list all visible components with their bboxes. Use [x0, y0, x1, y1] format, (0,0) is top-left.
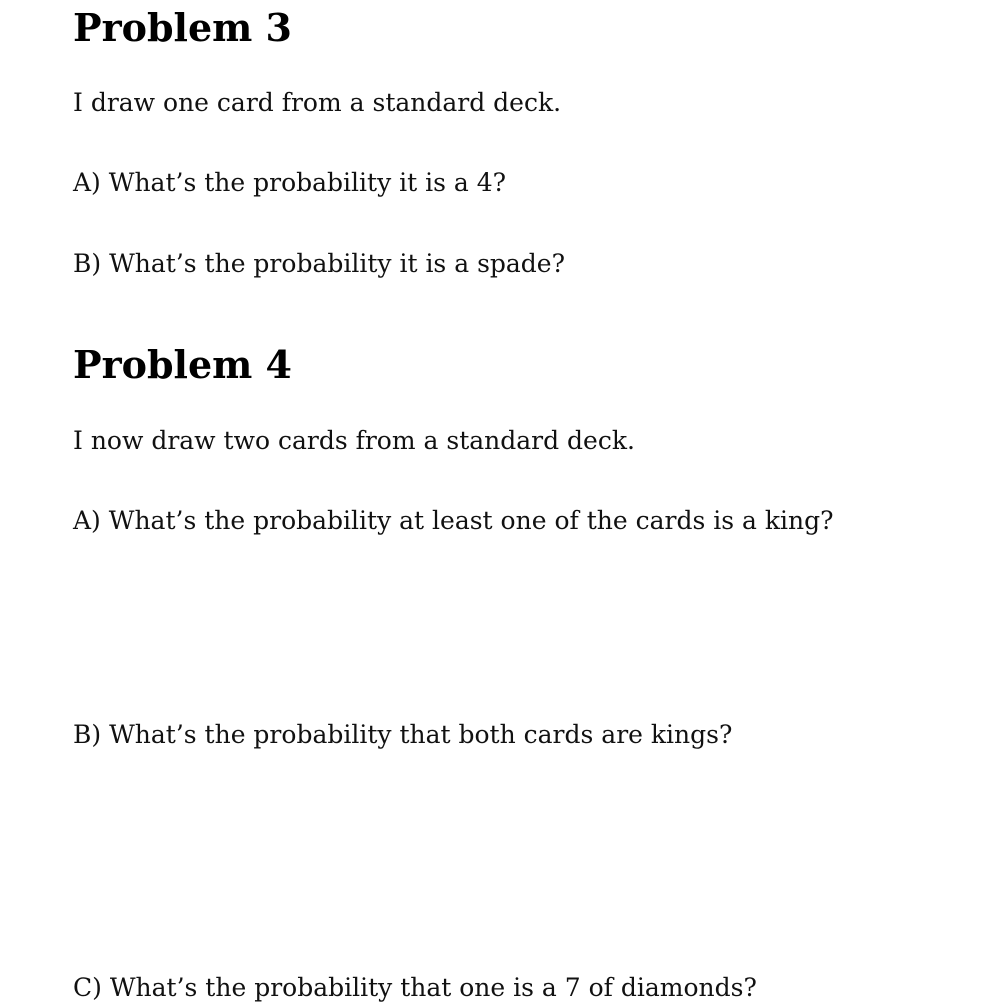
problem-3-heading: Problem 3	[73, 5, 293, 50]
problem-4-question-b: B) What’s the probability that both cards are kings?	[73, 720, 733, 749]
problem-4-question-a: A) What’s the probability at least one of the cards is a king?	[73, 506, 834, 535]
problem-4-heading: Problem 4	[73, 342, 293, 387]
problem-4-intro: I now draw two cards from a standard deck.	[73, 426, 635, 455]
problem-3-question-a: A) What’s the probability it is a 4?	[73, 168, 507, 197]
problem-4-question-c: C) What’s the probability that one is a 7 of diamonds?	[73, 973, 757, 1002]
problem-3-question-b: B) What’s the probability it is a spade?	[73, 249, 566, 278]
problem-3-intro: I draw one card from a standard deck.	[73, 88, 562, 117]
